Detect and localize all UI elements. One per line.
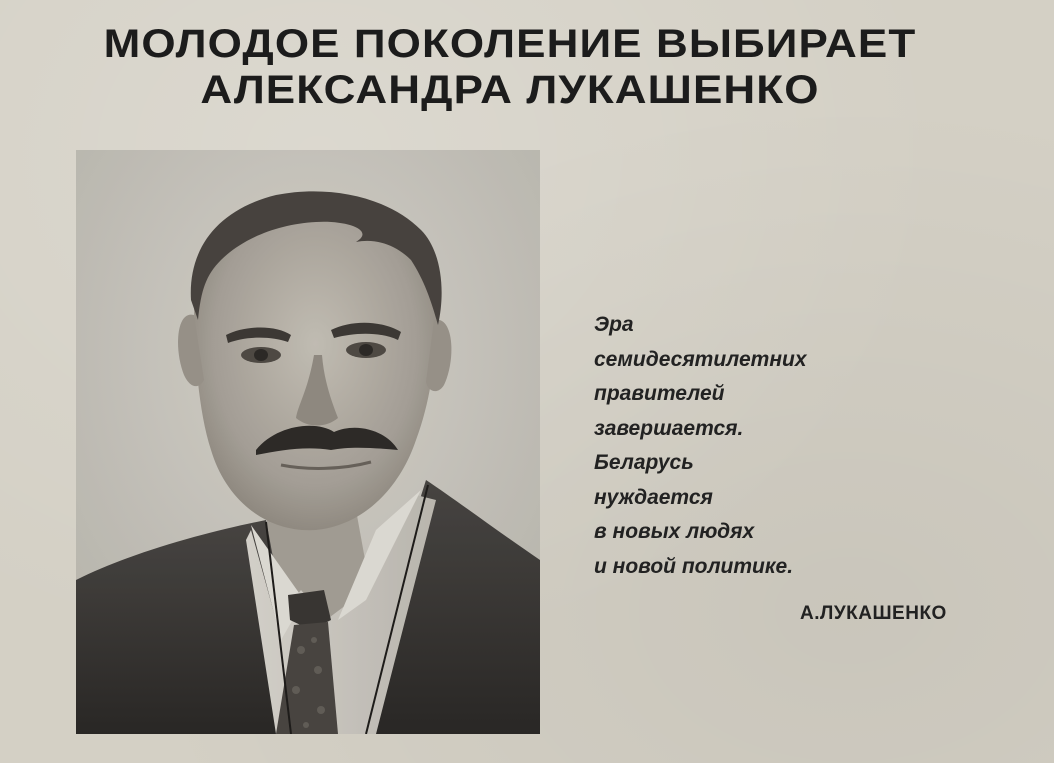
quote-line: Беларусь xyxy=(594,451,694,474)
quote-line: нуждается xyxy=(594,485,713,509)
quote-block xyxy=(594,308,1014,584)
quote-signature: А.ЛУКАШЕНКО xyxy=(800,603,947,624)
quote-line: Эра xyxy=(594,313,634,336)
headline-line-1: МОЛОДОЕ ПОКОЛЕНИЕ ВЫБИРАЕТ xyxy=(103,22,917,66)
quote-line: завершается. xyxy=(594,416,744,440)
headline-line-2: АЛЕКСАНДРА ЛУКАШЕНКО xyxy=(200,68,820,112)
quote-line: в новых людях xyxy=(594,520,755,543)
page-edge xyxy=(1054,0,1062,763)
quote-line: правителей xyxy=(594,382,725,405)
quote-line: и новой политике. xyxy=(594,554,794,578)
portrait-photo xyxy=(76,150,540,734)
quote-line: семидесятилетних xyxy=(594,347,807,371)
